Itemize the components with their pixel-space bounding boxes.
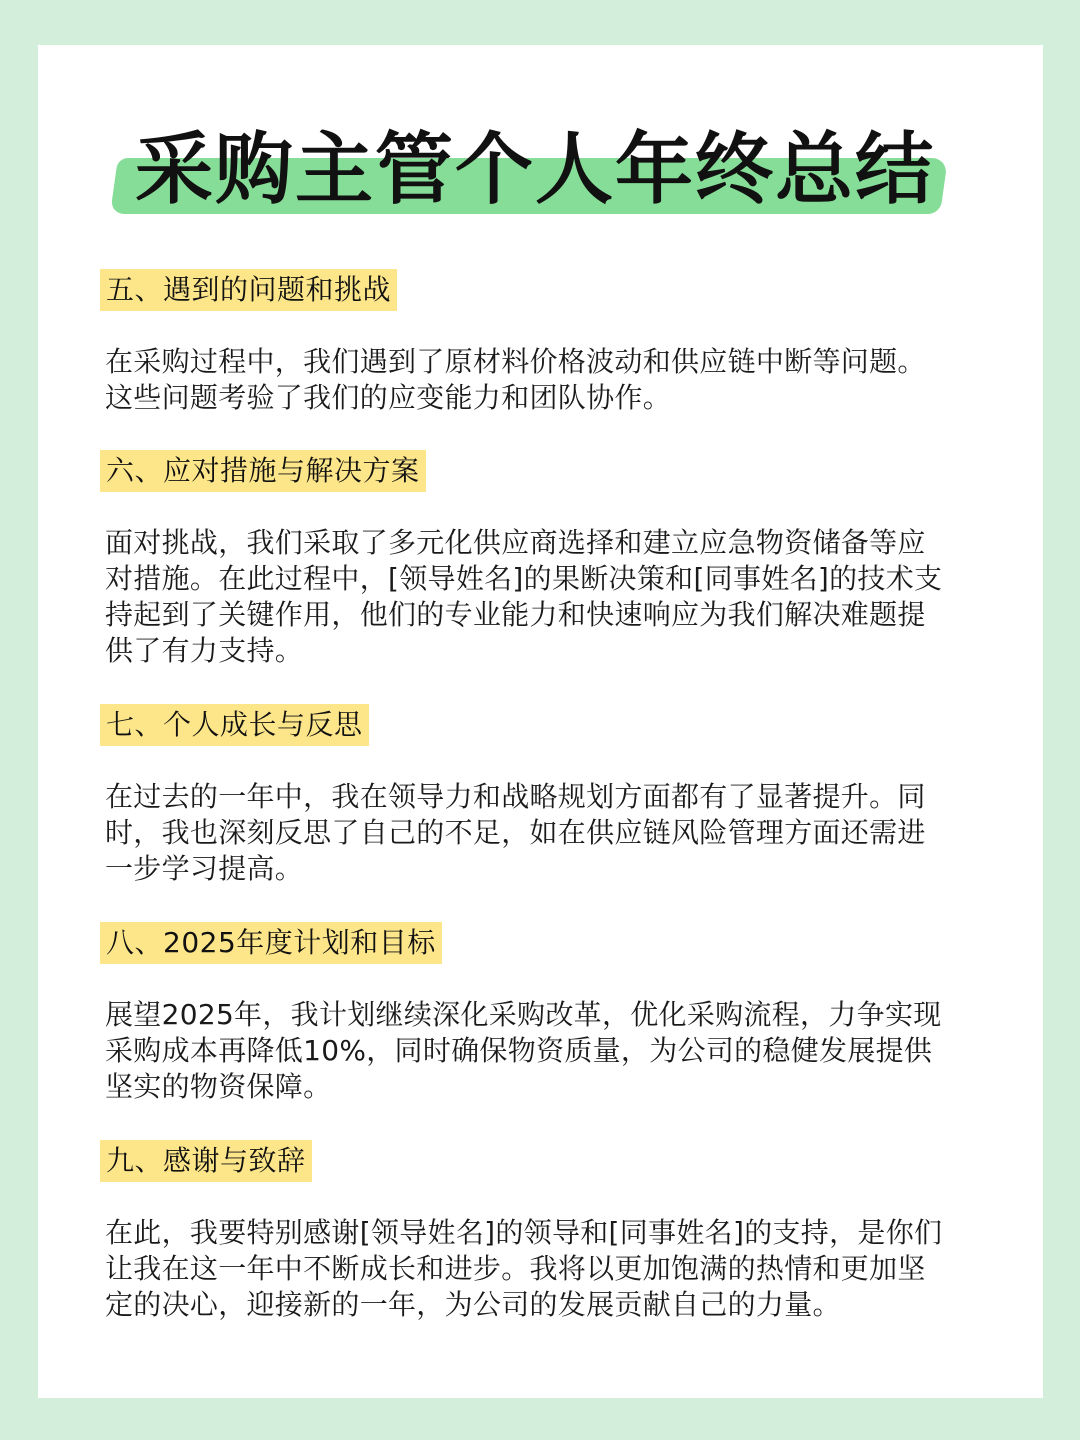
section-paragraph: [100, 344, 995, 416]
title-block: [100, 120, 970, 230]
section-paragraph: [100, 1215, 995, 1323]
page-title: 采购主管个人年终总结: [134, 125, 935, 215]
section-plan: [100, 922, 1000, 1105]
text-line: 持起到了关键作用，他们的专业能力和快速响应为我们解决难题提: [105, 598, 926, 631]
section-paragraph: [100, 997, 995, 1105]
text-line: 在此，我要特别感谢[领导姓名]的领导和[同事姓名]的支持，是你们: [105, 1216, 943, 1249]
section-solutions: [100, 450, 1000, 669]
section-thanks: [100, 1140, 1000, 1323]
section-growth: [100, 704, 1000, 887]
text-line: 一步学习提高。: [105, 852, 304, 885]
text-line: 展望2025年，我计划继续深化采购改革，优化采购流程，力争实现: [105, 998, 942, 1031]
section-heading: 七、个人成长与反思: [100, 704, 369, 746]
section-heading: 八、2025年度计划和目标: [100, 922, 442, 964]
text-line: 定的决心，迎接新的一年，为公司的发展贡献自己的力量。: [105, 1288, 841, 1321]
section-paragraph: [100, 525, 995, 669]
section-paragraph: [100, 779, 995, 887]
text-line: 时，我也深刻反思了自己的不足，如在供应链风险管理方面还需进: [105, 816, 926, 849]
text-line: 坚实的物资保障。: [105, 1070, 332, 1103]
text-line: 让我在这一年中不断成长和进步。我将以更加饱满的热情和更加坚: [105, 1252, 926, 1285]
text-line: 面对挑战，我们采取了多元化供应商选择和建立应急物资储备等应: [105, 526, 926, 559]
section-heading: 五、遇到的问题和挑战: [100, 269, 397, 311]
text-line: 这些问题考验了我们的应变能力和团队协作。: [105, 381, 672, 414]
text-line: 在过去的一年中，我在领导力和战略规划方面都有了显著提升。同: [105, 780, 926, 813]
section-problems: [100, 269, 1000, 416]
text-line: 对措施。在此过程中，[领导姓名]的果断决策和[同事姓名]的技术支: [105, 562, 943, 595]
text-line: 供了有力支持。: [105, 634, 304, 667]
section-heading: 九、感谢与致辞: [100, 1140, 312, 1182]
text-line: 在采购过程中，我们遇到了原材料价格波动和供应链中断等问题。: [105, 345, 926, 378]
section-heading: 六、应对措施与解决方案: [100, 450, 426, 492]
text-line: 采购成本再降低10%，同时确保物资质量，为公司的稳健发展提供: [105, 1034, 933, 1067]
